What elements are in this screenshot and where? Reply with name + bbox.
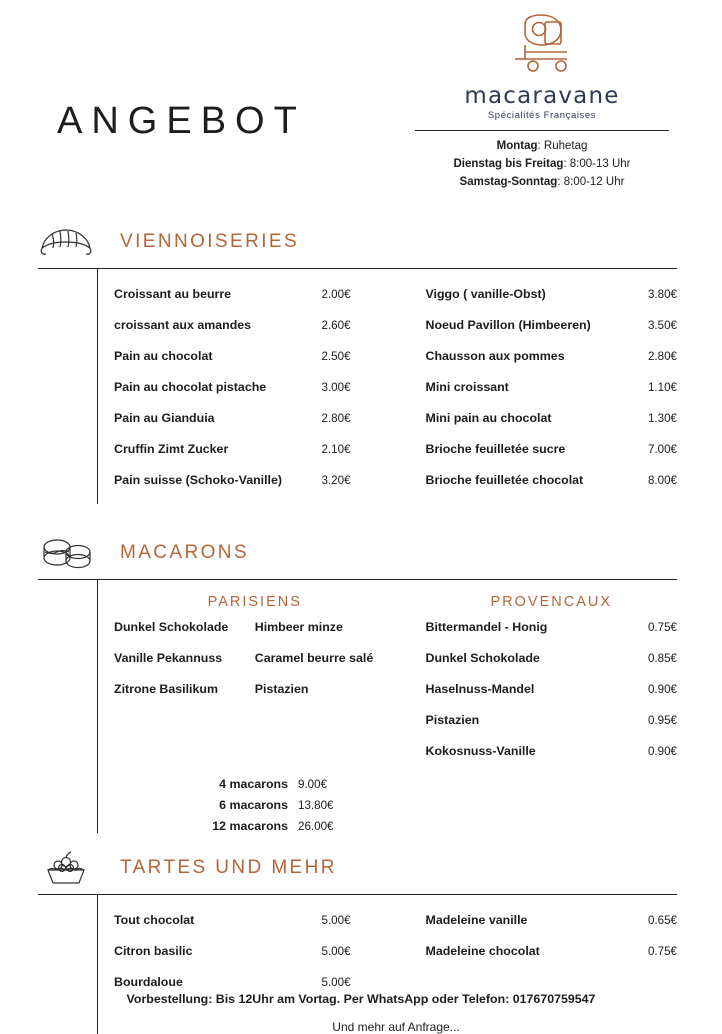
item-price: 2.00€ xyxy=(321,288,351,301)
menu-item xyxy=(426,651,678,665)
item-price: 2.80€ xyxy=(647,350,677,363)
bundle-price: 9.00€ xyxy=(298,778,328,791)
menu-item xyxy=(426,913,678,927)
item-price: 3.20€ xyxy=(321,474,351,487)
menu-item xyxy=(426,318,678,332)
section-header xyxy=(0,841,722,895)
section-title: TARTES UND MEHR xyxy=(120,857,337,878)
section-vertical-rule xyxy=(97,580,98,833)
item-price: 0.85€ xyxy=(647,652,677,665)
macaron-flavor: Himbeer minze xyxy=(254,620,343,634)
menu-item xyxy=(426,944,678,958)
item-name: Tout chocolat xyxy=(114,913,195,927)
macaron-flavor: Dunkel Schokolade xyxy=(114,620,229,634)
macaron-grid xyxy=(0,614,722,775)
macaron-flavor: Vanille Pekannuss xyxy=(114,651,223,665)
bundle-row xyxy=(196,777,722,791)
item-name: Madeleine vanille xyxy=(425,913,528,927)
item-price: 3.50€ xyxy=(647,319,677,332)
item-name: Bourdaloue xyxy=(114,975,183,989)
macaron-icon xyxy=(38,533,94,573)
brand-subtitle: Spécialités Françaises xyxy=(487,110,597,121)
menu-item xyxy=(426,473,678,487)
hours-day: Samstag-Sonntag xyxy=(459,175,558,188)
item-name: Brioche feuilletée sucre xyxy=(425,442,566,456)
section-viennoiseries xyxy=(0,215,722,504)
items-columns xyxy=(0,895,722,1006)
section-header xyxy=(0,215,722,269)
item-name: Haselnuss-Mandel xyxy=(425,682,535,696)
section-title: MACARONS xyxy=(120,542,249,563)
item-price: 1.10€ xyxy=(647,381,677,394)
items-right-column xyxy=(396,287,678,504)
brand-divider xyxy=(415,130,669,131)
item-price: 5.00€ xyxy=(321,945,351,958)
hours-sep: : xyxy=(563,157,570,170)
item-name: Citron basilic xyxy=(114,944,193,958)
hours-sep: : xyxy=(557,175,564,188)
item-name: Dunkel Schokolade xyxy=(425,651,540,665)
bundle-name: 4 macarons xyxy=(219,777,288,791)
menu-item xyxy=(426,682,678,696)
menu-item xyxy=(114,442,396,456)
parisiens-column-2 xyxy=(255,620,396,775)
item-name: Pain au chocolat xyxy=(114,349,213,363)
item-price: 0.75€ xyxy=(647,621,677,634)
section-title: VIENNOISERIES xyxy=(120,231,300,252)
menu-item xyxy=(114,349,396,363)
menu-item xyxy=(426,287,678,301)
hours-time: 8:00-12 Uhr xyxy=(563,175,625,188)
menu-item xyxy=(114,473,396,487)
menu-item xyxy=(114,944,396,958)
menu-item xyxy=(426,411,678,425)
items-left-column xyxy=(114,287,396,504)
bundle-row xyxy=(196,798,722,812)
item-price: 1.30€ xyxy=(647,412,677,425)
bundle-name: 12 macarons xyxy=(212,819,288,833)
bundle-row xyxy=(196,819,722,833)
item-price: 7.00€ xyxy=(647,443,677,456)
menu-item xyxy=(114,318,396,332)
hours-time: 8:00-13 Uhr xyxy=(569,157,631,170)
croissant-icon xyxy=(38,222,94,262)
menu-item xyxy=(114,411,396,425)
hours-row xyxy=(407,156,677,174)
hours-day: Dienstag bis Freitag xyxy=(453,157,564,170)
item-price: 2.50€ xyxy=(321,350,351,363)
opening-hours xyxy=(407,138,677,191)
bundle-name: 6 macarons xyxy=(219,798,288,812)
menu-item xyxy=(426,744,678,758)
item-price: 5.00€ xyxy=(321,976,351,989)
coffee-cup-logo-icon xyxy=(407,14,677,81)
footer-note: Vorbestellung: Bis 12Uhr am Vortag. Per WhatsApp oder Telefon: 017670759547 xyxy=(126,992,596,1006)
item-name: Pain au chocolat pistache xyxy=(114,380,267,394)
macaron-flavor: Zitrone Basilikum xyxy=(114,682,218,696)
tart-icon xyxy=(38,848,94,888)
menu-item xyxy=(426,442,678,456)
item-name: croissant aux amandes xyxy=(114,318,252,332)
bundle-price: 13.80€ xyxy=(298,799,334,812)
hours-row xyxy=(407,174,677,192)
header xyxy=(0,0,722,215)
item-price: 2.10€ xyxy=(321,443,351,456)
item-price: 0.90€ xyxy=(647,683,677,696)
macaron-flavor: Caramel beurre salé xyxy=(254,651,374,665)
item-name: Pain au Gianduia xyxy=(114,411,215,425)
macaron-bundles xyxy=(0,777,722,833)
section-header xyxy=(0,526,722,580)
item-price: 2.80€ xyxy=(321,412,351,425)
item-price: 8.00€ xyxy=(647,474,677,487)
provencaux-column xyxy=(396,620,678,775)
item-name: Chausson aux pommes xyxy=(425,349,565,363)
menu-item xyxy=(114,380,396,394)
item-name: Brioche feuilletée chocolat xyxy=(425,473,584,487)
parisiens-columns xyxy=(114,620,396,775)
item-name: Croissant au beurre xyxy=(114,287,232,301)
subheader-parisiens: PARISIENS xyxy=(207,594,302,610)
item-price: 0.65€ xyxy=(647,914,677,927)
item-price: 5.00€ xyxy=(321,914,351,927)
menu-item xyxy=(114,913,396,927)
item-name: Viggo ( vanille-Obst) xyxy=(425,287,546,301)
item-price: 3.80€ xyxy=(647,288,677,301)
menu-item xyxy=(114,975,396,989)
macaron-subheaders xyxy=(0,580,722,610)
item-name: Bittermandel - Honig xyxy=(425,620,548,634)
item-name: Kokosnuss-Vanille xyxy=(425,744,536,758)
item-name: Mini pain au chocolat xyxy=(425,411,552,425)
item-price: 3.00€ xyxy=(321,381,351,394)
hours-time: Ruhetag xyxy=(543,140,588,152)
menu-item xyxy=(114,287,396,301)
section-macarons xyxy=(0,526,722,833)
brand-block xyxy=(407,14,677,191)
item-name: Noeud Pavillon (Himbeeren) xyxy=(425,318,591,332)
menu-item xyxy=(426,380,678,394)
item-price: 0.90€ xyxy=(647,745,677,758)
menu-item xyxy=(426,620,678,634)
item-name: Pistazien xyxy=(425,713,480,727)
inquiry-note: Und mehr auf Anfrage... xyxy=(332,1020,460,1034)
items-columns xyxy=(0,269,722,504)
hours-row xyxy=(407,138,677,156)
macaron-flavor: Pistazien xyxy=(254,682,309,696)
subheader-provencaux: PROVENCAUX xyxy=(490,594,613,610)
item-price: 0.95€ xyxy=(647,714,677,727)
item-name: Cruffin Zimt Zucker xyxy=(114,442,229,456)
item-name: Pain suisse (Schoko-Vanille) xyxy=(114,473,283,487)
hours-day: Montag xyxy=(496,140,538,152)
bundle-price: 26.00€ xyxy=(298,820,334,833)
menu-item xyxy=(426,349,678,363)
item-price: 0.75€ xyxy=(647,945,677,958)
parisiens-column-1 xyxy=(114,620,255,775)
item-name: Madeleine chocolat xyxy=(425,944,540,958)
menu-item xyxy=(426,713,678,727)
hours-sep: : xyxy=(537,140,544,152)
page-title: ANGEBOT xyxy=(57,100,306,142)
brand-name: macaravane xyxy=(464,83,620,109)
item-name: Mini croissant xyxy=(425,380,509,394)
item-price: 2.60€ xyxy=(321,319,351,332)
